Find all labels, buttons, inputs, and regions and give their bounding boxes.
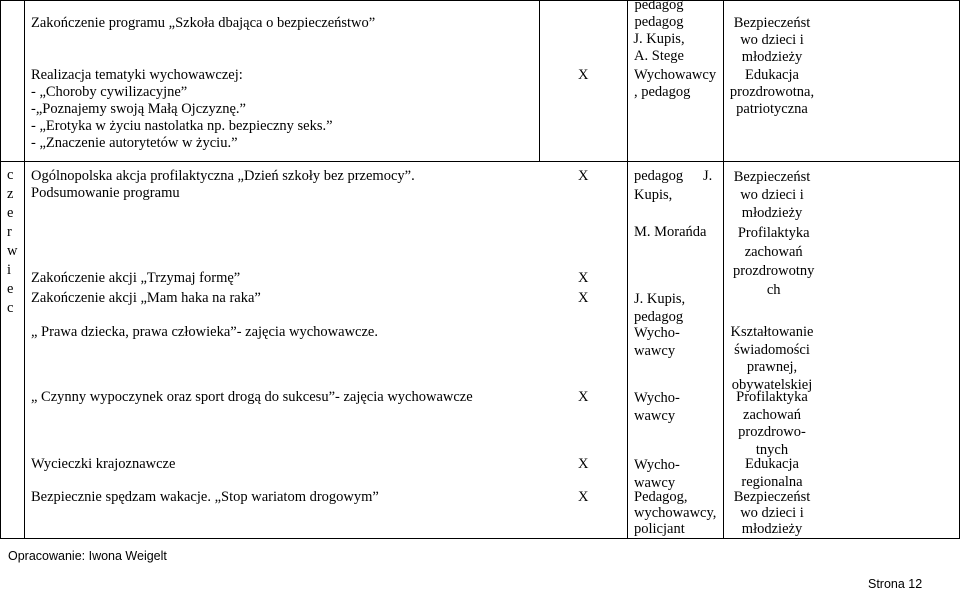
activity-cell: Ogólnopolska akcja profilaktyczna „Dzień szkoły bez przemocy”. Podsumowanie programu bbox=[31, 168, 415, 201]
table-rule-v bbox=[627, 0, 628, 539]
table-rule-h bbox=[0, 161, 960, 162]
activity-cell: „ Czynny wypoczynek oraz sport drogą do sukcesu”- zajęcia wychowawcze bbox=[31, 389, 473, 405]
responsible-cell: Wycho- wawcy bbox=[634, 325, 680, 359]
done-mark: X bbox=[578, 67, 589, 83]
responsible-cell: J. bbox=[703, 168, 713, 184]
done-mark: X bbox=[578, 489, 589, 505]
area-cell: Kształtowanie świadomości prawnej, obywatelskiej bbox=[730, 324, 814, 393]
responsible-cell: pedagog pedagog J. Kupis, A. Stege bbox=[633, 0, 685, 64]
activity-cell: Zakończenie akcji „Mam haka na raka” bbox=[31, 290, 261, 306]
table-rule-v bbox=[0, 0, 1, 539]
author-note: Opracowanie: Iwona Weigelt bbox=[8, 549, 167, 563]
responsible-cell: Pedagog, wychowawcy, policjant bbox=[634, 489, 717, 537]
area-cell: Bezpieczeńst wo dzieci i młodzieży bbox=[733, 169, 811, 221]
table-rule-v bbox=[539, 0, 540, 162]
area-cell: Profilaktyka zachowań prozdrowotny ch bbox=[733, 225, 815, 298]
activity-cell: Zakończenie programu „Szkoła dbająca o bezpieczeństwo” bbox=[31, 15, 376, 31]
done-mark: X bbox=[578, 290, 589, 306]
responsible-cell: Wycho- wawcy bbox=[634, 457, 680, 491]
responsible-cell: M. Morańda bbox=[634, 224, 707, 240]
activity-cell: „ Prawa dziecka, prawa człowieka”- zajęcia wychowawcze. bbox=[31, 324, 378, 340]
activity-cell: Realizacja tematyki wychowawczej: - „Choroby cywilizacyjne” -„Poznajemy swoją Małą Ojczyznę.” - „Erotyka w życiu nastolatka np. bezpieczny seks.” - „Znaczenie autorytetów w życiu.” bbox=[31, 67, 333, 151]
responsible-cell: Kupis, bbox=[634, 187, 673, 203]
area-cell: Bezpieczeńst wo dzieci i młodzieży bbox=[733, 489, 811, 537]
area-cell: Edukacja prozdrowotna, patriotyczna bbox=[729, 67, 815, 117]
done-mark: X bbox=[578, 270, 589, 286]
table-rule-h bbox=[0, 538, 960, 539]
activity-cell: Bezpiecznie spędzam wakacje. „Stop wariatom drogowym” bbox=[31, 489, 379, 505]
table-rule-h bbox=[0, 0, 960, 1]
table-rule-v bbox=[24, 0, 25, 539]
area-cell: Bezpieczeńst wo dzieci i młodzieży bbox=[733, 15, 811, 65]
page-number: Strona 12 bbox=[868, 577, 923, 591]
activity-cell: Zakończenie akcji „Trzymaj formę” bbox=[31, 270, 241, 286]
responsible-cell: Wycho- wawcy bbox=[634, 390, 680, 424]
responsible-cell: pedagog bbox=[634, 168, 684, 184]
responsible-cell: Wychowawcy , pedagog bbox=[634, 67, 717, 100]
done-mark: X bbox=[578, 168, 589, 184]
activity-cell: Wycieczki krajoznawcze bbox=[31, 456, 176, 472]
done-mark: X bbox=[578, 456, 589, 472]
done-mark: X bbox=[578, 389, 589, 405]
area-cell: Edukacja regionalna bbox=[741, 456, 803, 490]
responsible-cell: J. Kupis, pedagog bbox=[634, 291, 686, 325]
month-label: c z e r w i e c bbox=[7, 167, 18, 316]
area-cell: Profilaktyka zachowań prozdrowo- tnych bbox=[736, 389, 808, 458]
